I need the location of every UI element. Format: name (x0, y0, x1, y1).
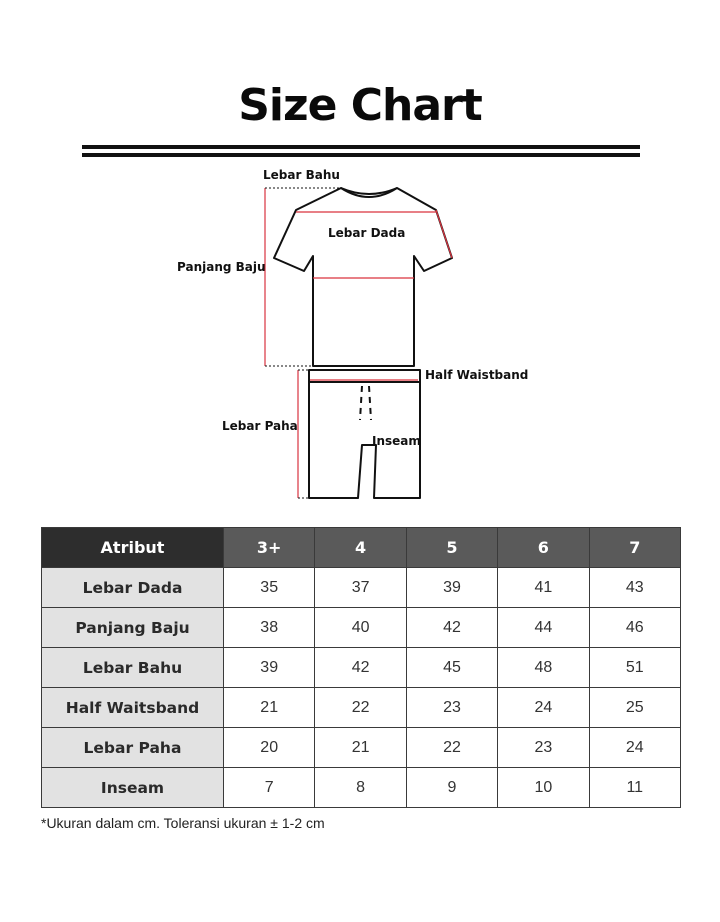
table-cell: 11 (589, 768, 680, 808)
table-cell: 39 (406, 568, 497, 608)
table-cell: 40 (315, 608, 406, 648)
table-cell: 42 (315, 648, 406, 688)
table-cell: 24 (498, 688, 589, 728)
label-lebar-paha: Lebar Paha (222, 419, 298, 433)
table-cell: 42 (406, 608, 497, 648)
table-cell: 21 (224, 688, 315, 728)
table-cell: 23 (406, 688, 497, 728)
table-cell: 25 (589, 688, 680, 728)
table-row (42, 608, 681, 648)
row-label: Lebar Dada (42, 568, 224, 608)
table-cell: 22 (315, 688, 406, 728)
header-cell: Atribut (42, 528, 224, 568)
tshirt-outline (274, 188, 452, 366)
table-cell: 51 (589, 648, 680, 688)
table-cell: 23 (498, 728, 589, 768)
table-cell: 43 (589, 568, 680, 608)
label-inseam: Inseam (372, 434, 421, 448)
label-lebar-dada: Lebar Dada (328, 226, 406, 240)
table-cell: 21 (315, 728, 406, 768)
table-row (42, 568, 681, 608)
title-divider-top (82, 145, 640, 149)
title-divider-bottom (82, 153, 640, 157)
table-cell: 24 (589, 728, 680, 768)
table-cell: 38 (224, 608, 315, 648)
table-row (42, 768, 681, 808)
table-cell: 20 (224, 728, 315, 768)
table-cell: 41 (498, 568, 589, 608)
page-title: Size Chart (238, 80, 482, 131)
header-cell: 3+ (224, 528, 315, 568)
table-cell: 39 (224, 648, 315, 688)
table-cell: 44 (498, 608, 589, 648)
footnote: *Ukuran dalam cm. Toleransi ukuran ± 1-2 cm (41, 815, 325, 831)
measurement-diagram (0, 160, 720, 510)
row-label: Inseam (42, 768, 224, 808)
label-lebar-bahu: Lebar Bahu (263, 168, 340, 182)
table-cell: 8 (315, 768, 406, 808)
table-row (42, 648, 681, 688)
table-cell: 10 (498, 768, 589, 808)
garment-illustration (0, 160, 720, 510)
table-row (42, 728, 681, 768)
header-cell: 5 (406, 528, 497, 568)
table-cell: 35 (224, 568, 315, 608)
header-cell: 6 (498, 528, 589, 568)
table-cell: 46 (589, 608, 680, 648)
row-label: Lebar Paha (42, 728, 224, 768)
table-row (42, 688, 681, 728)
row-label: Lebar Bahu (42, 648, 224, 688)
header-cell: 4 (315, 528, 406, 568)
header-cell: 7 (589, 528, 680, 568)
row-label: Panjang Baju (42, 608, 224, 648)
table-cell: 22 (406, 728, 497, 768)
row-label: Half Waitsband (42, 688, 224, 728)
table-cell: 7 (224, 768, 315, 808)
table-cell: 37 (315, 568, 406, 608)
table-cell: 48 (498, 648, 589, 688)
label-half-waistband: Half Waistband (425, 368, 529, 382)
size-table (41, 527, 681, 808)
table-header-row (42, 528, 681, 568)
table-cell: 45 (406, 648, 497, 688)
table-cell: 9 (406, 768, 497, 808)
label-panjang-baju: Panjang Baju (177, 260, 266, 274)
